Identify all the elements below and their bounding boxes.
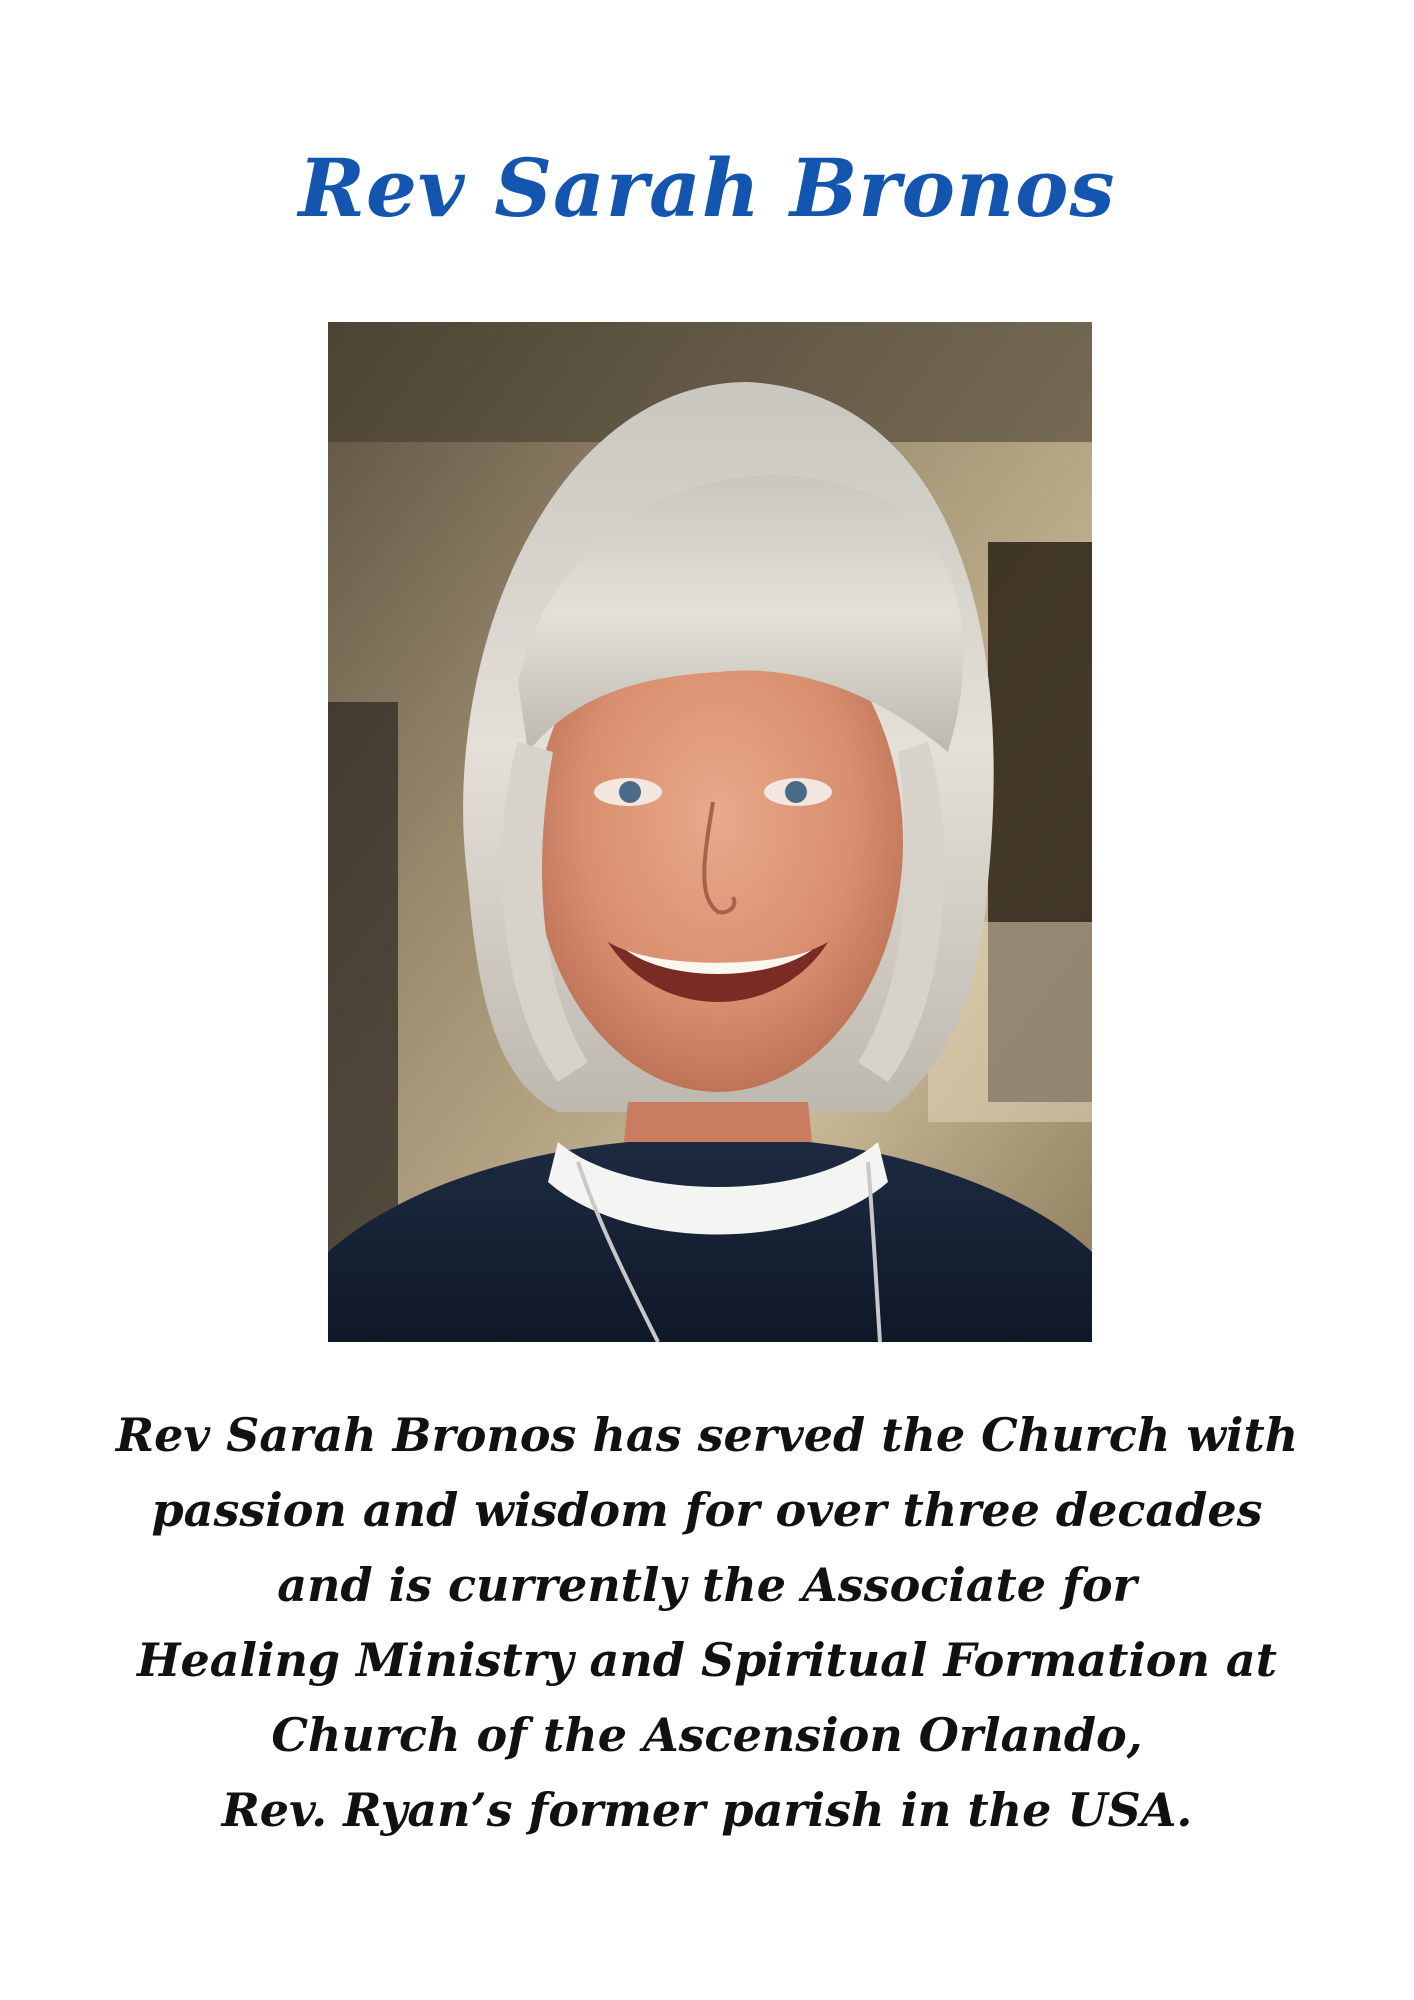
bio-line: Rev. Ryan’s former parish in the USA. [221,1783,1193,1837]
page-title: Rev Sarah Bronos [298,141,1116,235]
portrait-photo [328,322,1092,1342]
portrait-illustration [328,322,1092,1342]
bio-line: and is currently the Associate for [277,1558,1137,1612]
bio-line: passion and wisdom for over three decades [151,1483,1263,1537]
bio-line: Healing Ministry and Spiritual Formation at [137,1633,1277,1687]
bio-line: Church of the Ascension Orlando, [271,1708,1143,1762]
bio-line: Rev Sarah Bronos has served the Church with [115,1408,1299,1462]
bio-paragraph [60,1398,1354,1848]
